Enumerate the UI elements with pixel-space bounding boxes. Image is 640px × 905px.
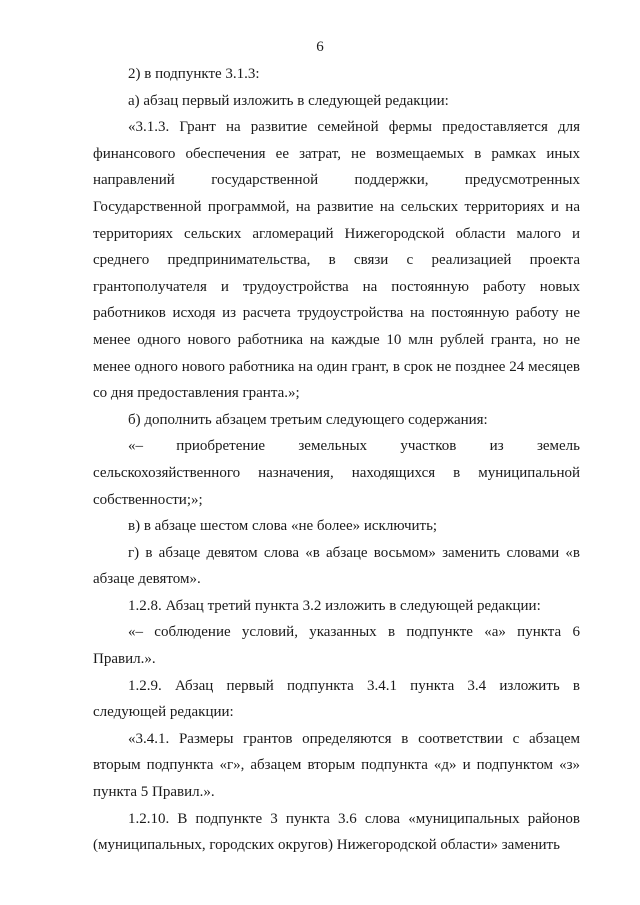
paragraph-subitem-b: б) дополнить абзацем третьим следующего содержания: xyxy=(128,411,488,428)
paragraph-conditions: «– соблюдение условий, указанных в подпункте «а» пункта 6 Правил.». xyxy=(93,624,580,668)
paragraph-grant-definition: «3.1.3. Грант на развитие семейной фермы предоставляется для финансового обеспечения ее затрат, не возмещаемых в рамках иных направлений государственной поддержки, предусмотренных Государственной программой, на развитие на сельских территориях и на территориях сельских агломераций Нижегородской области малого и среднего предпринимательства, в связи с реализацией проекта грантополучателя и трудоустройства на постоянную работу новых работников исходя из расчета трудоустройства на постоянную работу не менее одного нового работника на каждые 10 млн рублей гранта, но не менее одного нового работника на один грант, в срок не позднее 24 месяцев со дня предоставления гранта.»; xyxy=(93,119,580,402)
paragraph-subitem-v: в) в абзаце шестом слова «не более» исключить; xyxy=(128,518,438,535)
paragraph-1-2-8: 1.2.8. Абзац третий пункта 3.2 изложить в следующей редакции: xyxy=(128,597,541,614)
paragraph-subitem-g: г) в абзаце девятом слова «в абзаце восьмом» заменить словами «в абзаце девятом». xyxy=(93,544,580,588)
document-body xyxy=(93,61,580,859)
paragraph-1-2-10: 1.2.10. В подпункте 3 пункта 3.6 слова «муниципальных районов (муниципальных, городских округов) Нижегородской области» заменить xyxy=(93,810,580,854)
paragraph-subitem-a: а) абзац первый изложить в следующей редакции: xyxy=(128,92,449,109)
paragraph-grant-sizes: «3.4.1. Размеры грантов определяются в соответствии с абзацем вторым подпункта «г», абзацем вторым подпункта «д» и подпунктом «з» пункта 5 Правил.». xyxy=(93,730,580,801)
paragraph-land-acquisition: «– приобретение земельных участков из земель сельскохозяйственного назначения, находящихся в муниципальной собственности;»; xyxy=(93,438,580,508)
paragraph-subitem-2: 2) в подпункте 3.1.3: xyxy=(128,66,260,82)
page-number: 6 xyxy=(316,39,324,55)
paragraph-1-2-9: 1.2.9. Абзац первый подпункта 3.4.1 пункта 3.4 изложить в следующей редакции: xyxy=(93,677,580,721)
